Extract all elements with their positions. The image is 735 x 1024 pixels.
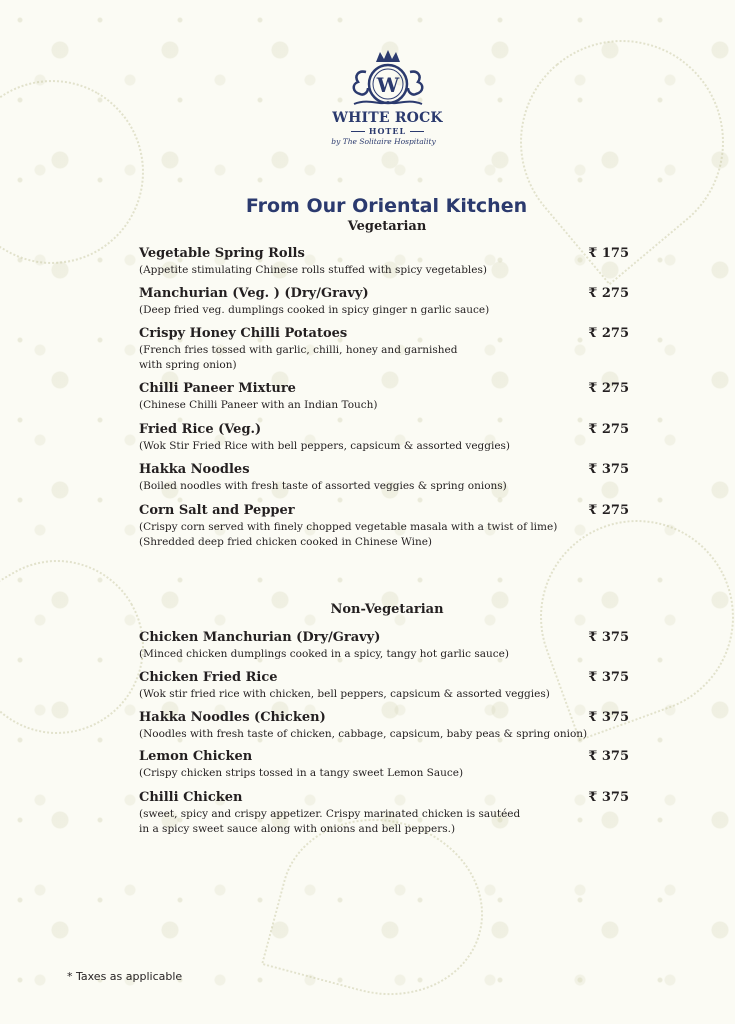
menu-item-description: (Minced chicken dumplings cooked in a spicy, tangy hot garlic sauce) — [139, 648, 509, 660]
menu-item-description: with spring onion) — [139, 359, 237, 371]
menu-item-name: Chicken Fried Rice — [139, 670, 278, 685]
nonveg-heading: Non-Vegetarian — [330, 602, 444, 617]
menu-item-description: (sweet, spicy and crispy appetizer. Crispy marinated chicken is sautéed — [139, 808, 521, 820]
menu-item-description: (Crispy corn served with finely chopped vegetable masala with a twist of lime) — [139, 521, 558, 533]
page-title: From Our Oriental Kitchen — [245, 195, 528, 217]
menu-item-name: Crispy Honey Chilli Potatoes — [139, 326, 348, 341]
menu-item — [139, 325, 629, 373]
menu-item-description: (Crispy chicken strips tossed in a tangy sweet Lemon Sauce) — [139, 767, 464, 779]
menu-item-description: (Shredded deep fried chicken cooked in Chinese Wine) — [139, 536, 433, 548]
menu-item — [139, 629, 629, 662]
menu-item-name: Vegetable Spring Rolls — [139, 246, 305, 261]
menu-item-name: Chilli Chicken — [139, 790, 243, 805]
menu-item — [139, 669, 629, 702]
menu-item-description: (French fries tossed with garlic, chilli, honey and garnished — [139, 344, 458, 356]
menu-item-price: ₹ 275 — [588, 381, 629, 396]
menu-item-name: Corn Salt and Pepper — [139, 503, 295, 518]
menu-item-description: (Deep fried veg. dumplings cooked in spicy ginger n garlic sauce) — [139, 304, 490, 316]
menu-item-name: Lemon Chicken — [139, 749, 253, 764]
menu-item-name: Chilli Paneer Mixture — [139, 381, 296, 396]
menu-item-price: ₹ 375 — [588, 790, 629, 805]
menu-item — [139, 502, 629, 550]
taxes-note: * Taxes as applicable — [67, 970, 183, 983]
menu-item-price: ₹ 275 — [588, 422, 629, 437]
menu-item-price: ₹ 375 — [588, 670, 629, 685]
menu-item-price: ₹ 275 — [588, 286, 629, 301]
hotel-name: WHITE ROCK — [332, 110, 443, 126]
menu-item — [139, 285, 629, 318]
menu-item-name: Hakka Noodles (Chicken) — [139, 710, 326, 725]
menu-item-price: ₹ 275 — [588, 503, 629, 518]
menu-item-description: (Chinese Chilli Paneer with an Indian Touch) — [139, 399, 378, 411]
veg-heading: Vegetarian — [347, 219, 427, 234]
menu-item-price: ₹ 375 — [588, 462, 629, 477]
background-pattern — [478, 0, 735, 286]
menu-item-price: ₹ 375 — [588, 630, 629, 645]
crest-icon — [340, 48, 436, 110]
menu-item — [139, 748, 629, 781]
menu-item-price: ₹ 175 — [588, 246, 629, 261]
menu-item-price: ₹ 275 — [588, 326, 629, 341]
menu-item — [139, 789, 629, 837]
menu-item-description: (Noodles with fresh taste of chicken, cabbage, capsicum, baby peas & spring onion) — [139, 728, 588, 740]
hotel-subtitle: HOTEL — [330, 126, 445, 136]
menu-item-name: Chicken Manchurian (Dry/Gravy) — [139, 630, 381, 645]
menu-item — [139, 245, 629, 278]
menu-item — [139, 461, 629, 494]
hotel-logo — [330, 48, 445, 147]
menu-item-description: (Boiled noodles with fresh taste of assorted veggies & spring onions) — [139, 480, 507, 492]
menu-item-price: ₹ 375 — [588, 710, 629, 725]
hotel-tagline: by The Solitaire Hospitality — [331, 137, 436, 146]
menu-item-price: ₹ 375 — [588, 749, 629, 764]
menu-item-description: in a spicy sweet sauce along with onions and bell peppers.) — [139, 823, 456, 835]
menu-item — [139, 709, 629, 742]
menu-item-name: Fried Rice (Veg.) — [139, 422, 262, 437]
menu-item-name: Manchurian (Veg. ) (Dry/Gravy) — [139, 286, 369, 301]
menu-item-description: (Wok stir fried rice with chicken, bell peppers, capsicum & assorted veggies) — [139, 688, 550, 700]
menu-item-description: (Wok Stir Fried Rice with bell peppers, capsicum & assorted veggies) — [139, 440, 511, 452]
logo-letter: W — [376, 73, 399, 97]
menu-item-name: Hakka Noodles — [139, 462, 250, 477]
menu-item-description: (Appetite stimulating Chinese rolls stuffed with spicy vegetables) — [139, 264, 487, 276]
menu-item — [139, 380, 629, 413]
menu-item — [139, 421, 629, 454]
